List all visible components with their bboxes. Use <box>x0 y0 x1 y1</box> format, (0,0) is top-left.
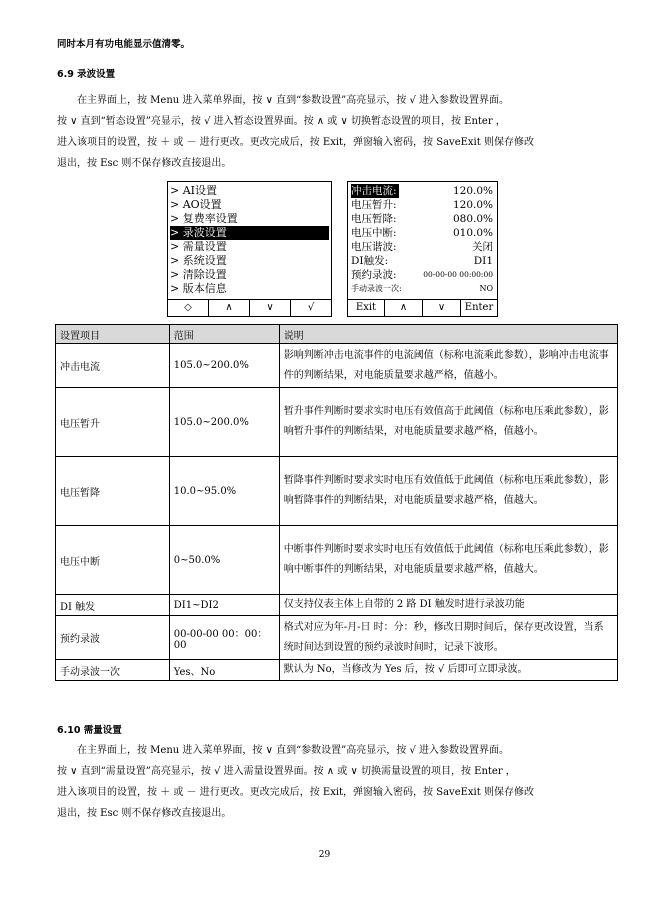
cell-range: 105.0~200.0% <box>169 388 279 457</box>
setting-value: 关闭 <box>472 241 493 253</box>
setting-label: 冲击电流: <box>351 185 397 197</box>
setting-row-surge-current <box>351 184 493 198</box>
cell-desc: 默认为 No，当修改为 Yes 后，按 √ 后即可立即录波。 <box>279 660 617 681</box>
table-row <box>56 526 618 595</box>
cell-desc: 格式对应为年-月-日 时：分：秒，修改日期时间后，保存更改设置，当系统时间达到设置的预约录波时间时，记录下波形。 <box>279 616 617 660</box>
section-heading-6-10: 6.10 需量设置 <box>57 725 122 736</box>
cell-item: DI 触发 <box>56 595 170 616</box>
setting-value: 120.0% <box>452 199 493 211</box>
cell-desc: 仅支持仪表主体上自带的 2 路 DI 触发时进行录波功能 <box>279 595 617 616</box>
header-desc: 说明 <box>279 325 617 344</box>
menu-button-bar <box>168 299 331 316</box>
cell-item: 冲击电流 <box>56 344 170 388</box>
table-row <box>56 660 618 681</box>
menu-screen <box>167 181 332 317</box>
cell-range: 00-00-00 00：00：00 <box>169 616 279 660</box>
table-row <box>56 388 618 457</box>
cell-item: 电压中断 <box>56 526 170 595</box>
up-button: ∧ <box>385 300 423 316</box>
setting-value: 080.0% <box>452 213 493 225</box>
section-heading-6-9: 6.9 录波设置 <box>57 69 116 80</box>
header-item: 设置项目 <box>56 325 170 344</box>
paragraph-line: 按 ∨ 直到“需量设置”高亮显示，按 √ 进入需量设置界面。按 ∧ 或 ∨ 切换需量设置的项目，按 Enter ， <box>57 766 516 777</box>
cell-range: Yes、No <box>169 660 279 681</box>
paragraph-line: 退出，按 Esc 则不保存修改直接退出。 <box>57 158 232 169</box>
setting-row-manual-record <box>351 282 493 296</box>
paragraph-line: 按 ∨ 直到“暂态设置”亮显示，按 √ 进入暂态设置界面。按 ∧ 或 ∨ 切换暂态设置的项目，按 Enter ， <box>57 116 506 127</box>
cell-range: DI1~DI2 <box>169 595 279 616</box>
menu-item: > 版本信息 <box>170 282 227 295</box>
paragraph-line: 进入该项目的设置，按 ＋ 或 － 进行更改。更改完成后，按 Exit，弹窗输入密码，按 SaveExit 则保存修改 <box>57 137 534 148</box>
setting-label: 预约录波: <box>351 269 397 281</box>
setting-value: 010.0% <box>452 227 493 239</box>
menu-item: > 复费率设置 <box>170 212 238 225</box>
menu-item-highlighted: > 录波设置 <box>170 226 329 240</box>
header-range: 范围 <box>169 325 279 344</box>
diamond-button: ◇ <box>168 300 209 316</box>
setting-label: 电压中断: <box>351 227 397 239</box>
cell-range: 0~50.0% <box>169 526 279 595</box>
record-settings-table <box>55 324 618 681</box>
cell-desc: 暂降事件判断时要求实时电压有效值低于此阈值（标称电压乘此参数），影响暂降事件的判断结果，对电能质量要求越严格，值越大。 <box>279 457 617 526</box>
paragraph-line: 退出，按 Esc 则不保存修改直接退出。 <box>57 808 232 819</box>
cell-item: 电压暂降 <box>56 457 170 526</box>
confirm-button: √ <box>307 302 315 313</box>
record-button-bar <box>348 299 497 316</box>
down-button: ∨ <box>423 300 461 316</box>
exit-button: Exit <box>348 300 385 316</box>
cell-range: 10.0~95.0% <box>169 457 279 526</box>
table-row <box>56 616 618 660</box>
setting-value: 120.0% <box>452 185 493 197</box>
cell-item: 手动录波一次 <box>56 660 170 681</box>
paragraph-line: 在主界面上，按 Menu 进入菜单界面，按 ∨ 直到“参数设置”高亮显示，按 √ 进入参数设置界面。 <box>77 95 510 106</box>
setting-row-di-trigger <box>351 254 493 268</box>
setting-value: 00-00-00 00:00:00 <box>423 270 493 279</box>
setting-row-voltage-sag <box>351 212 493 226</box>
enter-button: Enter <box>464 302 494 313</box>
table-header-row <box>56 325 618 344</box>
page-number: 29 <box>318 850 331 860</box>
cell-desc: 中断事件判断时要求实时电压有效值低于此阈值（标称电压乘此参数），影响中断事件的判断结果，对电能质量要求越严格，值越大。 <box>279 526 617 595</box>
table-row <box>56 457 618 526</box>
section-6-9-paragraph <box>57 90 603 174</box>
menu-item: > 系统设置 <box>170 254 227 267</box>
paragraph-line: 在主界面上，按 Menu 进入菜单界面，按 ∨ 直到“参数设置”高亮显示，按 √ 进入参数设置界面。 <box>77 745 510 756</box>
setting-label: 电压谐波: <box>351 241 397 253</box>
section-6-10-paragraph <box>57 740 603 824</box>
setting-row-voltage-swell <box>351 198 493 212</box>
paragraph-line: 进入该项目的设置，按 ＋ 或 － 进行更改。更改完成后，按 Exit，弹窗输入密码，按 SaveExit 则保存修改 <box>57 787 534 798</box>
top-line: 同时本月有功电能显示值清零。 <box>57 39 191 50</box>
setting-row-voltage-harmonic <box>351 240 493 254</box>
setting-label: DI触发: <box>351 255 389 267</box>
down-button: ∨ <box>250 300 291 316</box>
cell-range: 105.0~200.0% <box>169 344 279 388</box>
setting-label: 手动录波一次: <box>351 284 402 293</box>
setting-value: NO <box>479 284 493 293</box>
cell-desc: 暂升事件判断时要求实时电压有效值高于此阈值（标称电压乘此参数），影响暂升事件的判断结果，对电能质量要求越严格，值越小。 <box>279 388 617 457</box>
menu-item: > 需量设置 <box>170 240 227 253</box>
setting-label: 电压暂降: <box>351 213 397 225</box>
setting-row-scheduled-record <box>351 268 493 282</box>
cell-desc: 影响判断冲击电流事件的电流阈值（标称电流乘此参数），影响冲击电流事件的判断结果，对电能质量要求越严格，值越小。 <box>279 344 617 388</box>
setting-label: 电压暂升: <box>351 199 397 211</box>
record-settings-screen <box>347 181 498 317</box>
setting-value: DI1 <box>473 255 493 267</box>
table-row <box>56 595 618 616</box>
menu-item: > 清除设置 <box>170 268 227 281</box>
cell-item: 电压暂升 <box>56 388 170 457</box>
cell-item: 预约录波 <box>56 616 170 660</box>
table-row <box>56 344 618 388</box>
menu-item: > AO设置 <box>170 198 222 211</box>
up-button: ∧ <box>209 300 250 316</box>
menu-item: > AI设置 <box>170 184 218 197</box>
setting-row-voltage-interrupt <box>351 226 493 240</box>
